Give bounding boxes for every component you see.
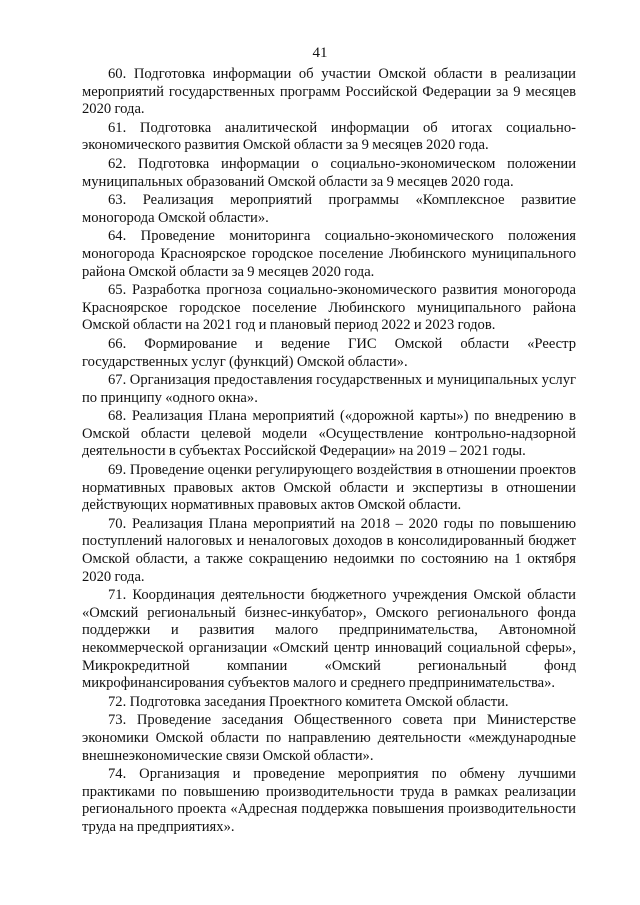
list-item: 74. Организация и проведение мероприятия по обмену лучшими практиками по повышению производительности труда в рамках реализации регионального проекта «Адресная поддержка повышения производительности труда на предприятиях».: [82, 766, 576, 835]
list-item: 73. Проведение заседания Общественного совета при Министерстве экономики Омской области по направлению деятельности «международные внешнеэкономические связи Омской области».: [82, 712, 576, 764]
list-item: 66. Формирование и ведение ГИС Омской области «Реестр государственных услуг (функций) Омской области».: [82, 335, 576, 370]
list-item: 67. Организация предоставления государственных и муниципальных услуг по принципу «одного окна».: [82, 372, 576, 406]
list-item: 72. Подготовка заседания Проектного комитета Омской области.: [108, 693, 509, 710]
list-item: 69. Проведение оценки регулирующего воздействия в отношении проектов нормативных правовых актов Омской области и экспертизы в отношении действующих нормативных правовых актов Омской области.: [82, 462, 576, 514]
list-item: 71. Координация деятельности бюджетного учреждения Омской области «Омский региональный бизнес-инкубатор», Омского регионального фонда поддержки и развития малого предпринимательства, Автономной некоммерческой организации «Омский центр инноваций социальной сферы», Микрокредитной компании «Омский региональный фонд микрофинансирования субъектов малого и среднего предпринимательства».: [82, 587, 576, 692]
page-number: 41: [312, 45, 328, 61]
list-item: 62. Подготовка информации о социально-экономическом положении муниципальных образований Омской области за 9 месяцев 2020 года.: [82, 155, 576, 190]
list-item: 60. Подготовка информации об участии Омской области в реализации мероприятий государственных программ Российской Федерации за 9 месяцев 2020 года.: [82, 66, 576, 118]
list-item: 63. Реализация мероприятий программы «Комплексное развитие моногорода Омской области».: [82, 192, 576, 226]
list-item: 64. Проведение мониторинга социально-экономического положения моногорода Красноярское городское поселение Любинского муниципального района Омской области за 9 месяцев 2020 года.: [82, 228, 576, 280]
list-item: 68. Реализация Плана мероприятий («дорожной карты») по внедрению в Омской области целевой модели «Осуществление контрольно-надзорной деятельности в субъектах Российской Федерации» на 2019 – 2021 годы.: [82, 408, 576, 460]
item-list: [82, 66, 576, 838]
list-item: 65. Разработка прогноза социально-экономического развития моногорода Красноярское городское поселение Любинского муниципального района Омской области на 2021 год и плановый период 2022 и 2023 годов.: [82, 282, 576, 334]
list-item: 61. Подготовка аналитической информации об итогах социально-экономического развития Омской области за 9 месяцев 2020 года.: [82, 119, 576, 154]
list-item: 70. Реализация Плана мероприятий на 2018 – 2020 годы по повышению поступлений налоговых и неналоговых доходов в консолидированный бюджет Омской области, а также сокращению недоимки по состоянию на 1 октября 2020 года.: [82, 515, 576, 585]
